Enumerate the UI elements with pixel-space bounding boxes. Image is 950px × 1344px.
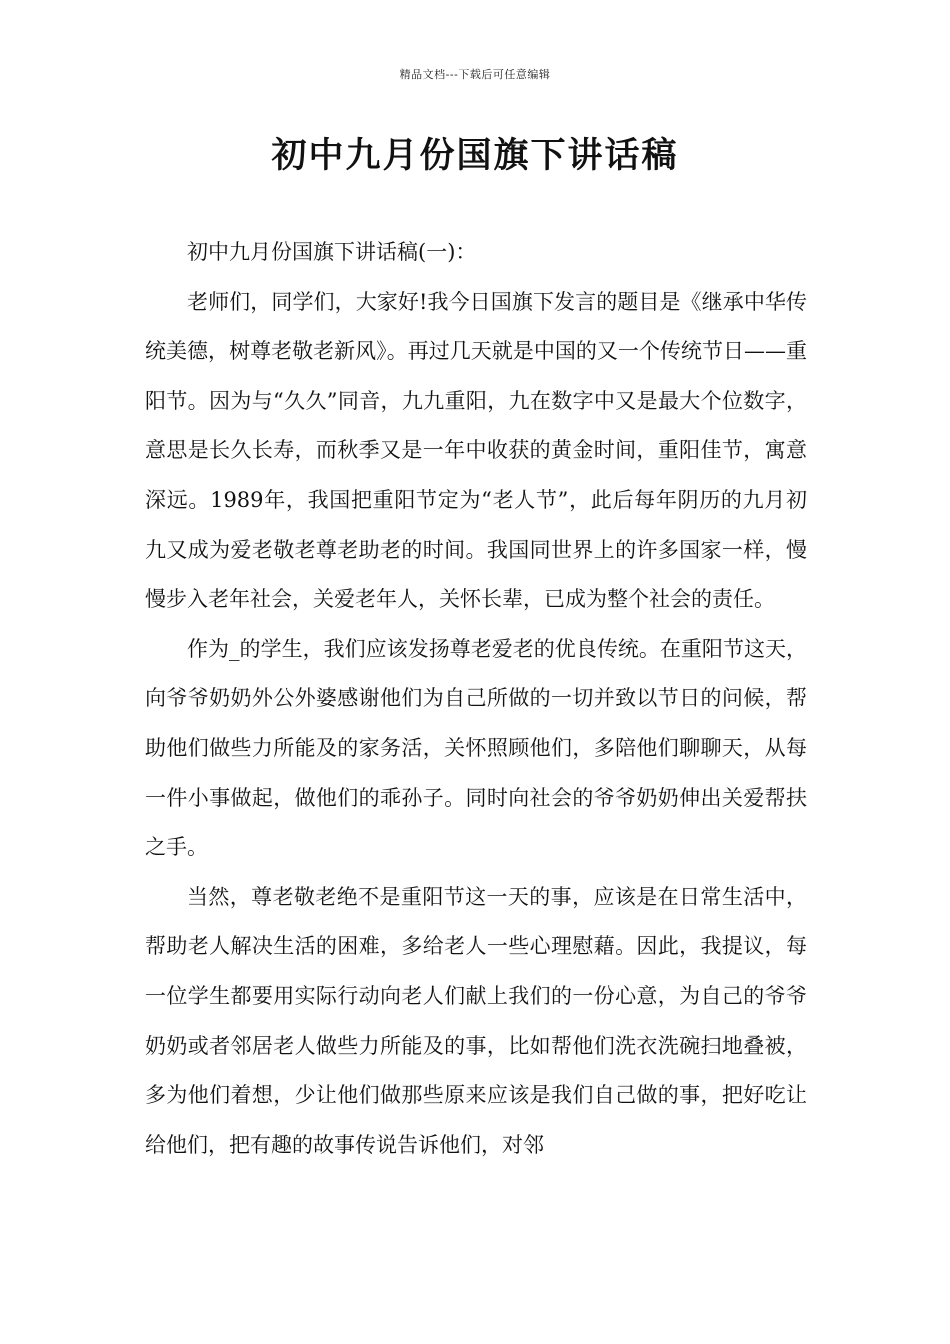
header-note: 精品文档---下载后可任意编辑 [399, 68, 551, 81]
section-subheading: 初中九月份国旗下讲话稿(一)： [187, 240, 477, 264]
paragraph-2: 作为_的学生，我们应该发扬尊老爱老的优良传统。在重阳节这天，向爷爷奶奶外公外婆感谢他们为自己所做的一切并致以节日的问候，帮助他们做些力所能及的家务活，关怀照顾他们，多陪他们聊聊天，从每一件小事做起，做他们的乖孙子。同时向社会的爷爷奶奶伸出关爱帮扶之手。 [145, 636, 807, 860]
page-title: 初中九月份国旗下讲话稿 [271, 136, 679, 176]
document-body [145, 228, 807, 1170]
paragraph-1: 老师们，同学们，大家好!我今日国旗下发言的题目是《继承中华传统美德，树尊老敬老新风》。再过几天就是中国的又一个传统节日——重阳节。因为与“久久”同音，九九重阳，九在数字中又是最大个位数字，意思是长久长寿，而秋季又是一年中收获的黄金时间，重阳佳节，寓意深远。1989年，我国把重阳节定为“老人节”，此后每年阴历的九月初九又成为爱老敬老尊老助老的时间。我国同世界上的许多国家一样，慢慢步入老年社会，关爱老年人，关怀长辈，已成为整个社会的责任。 [145, 289, 807, 612]
paragraph-3: 当然，尊老敬老绝不是重阳节这一天的事，应该是在日常生活中，帮助老人解决生活的困难，多给老人一些心理慰藉。因此，我提议，每一位学生都要用实际行动向老人们献上我们的一份心意，为自己的爷爷奶奶或者邻居老人做些力所能及的事，比如帮他们洗衣洗碗扫地叠被，多为他们着想，少让他们做那些原来应该是我们自己做的事，把好吃让给他们，把有趣的故事传说告诉他们，对邻 [145, 884, 807, 1157]
